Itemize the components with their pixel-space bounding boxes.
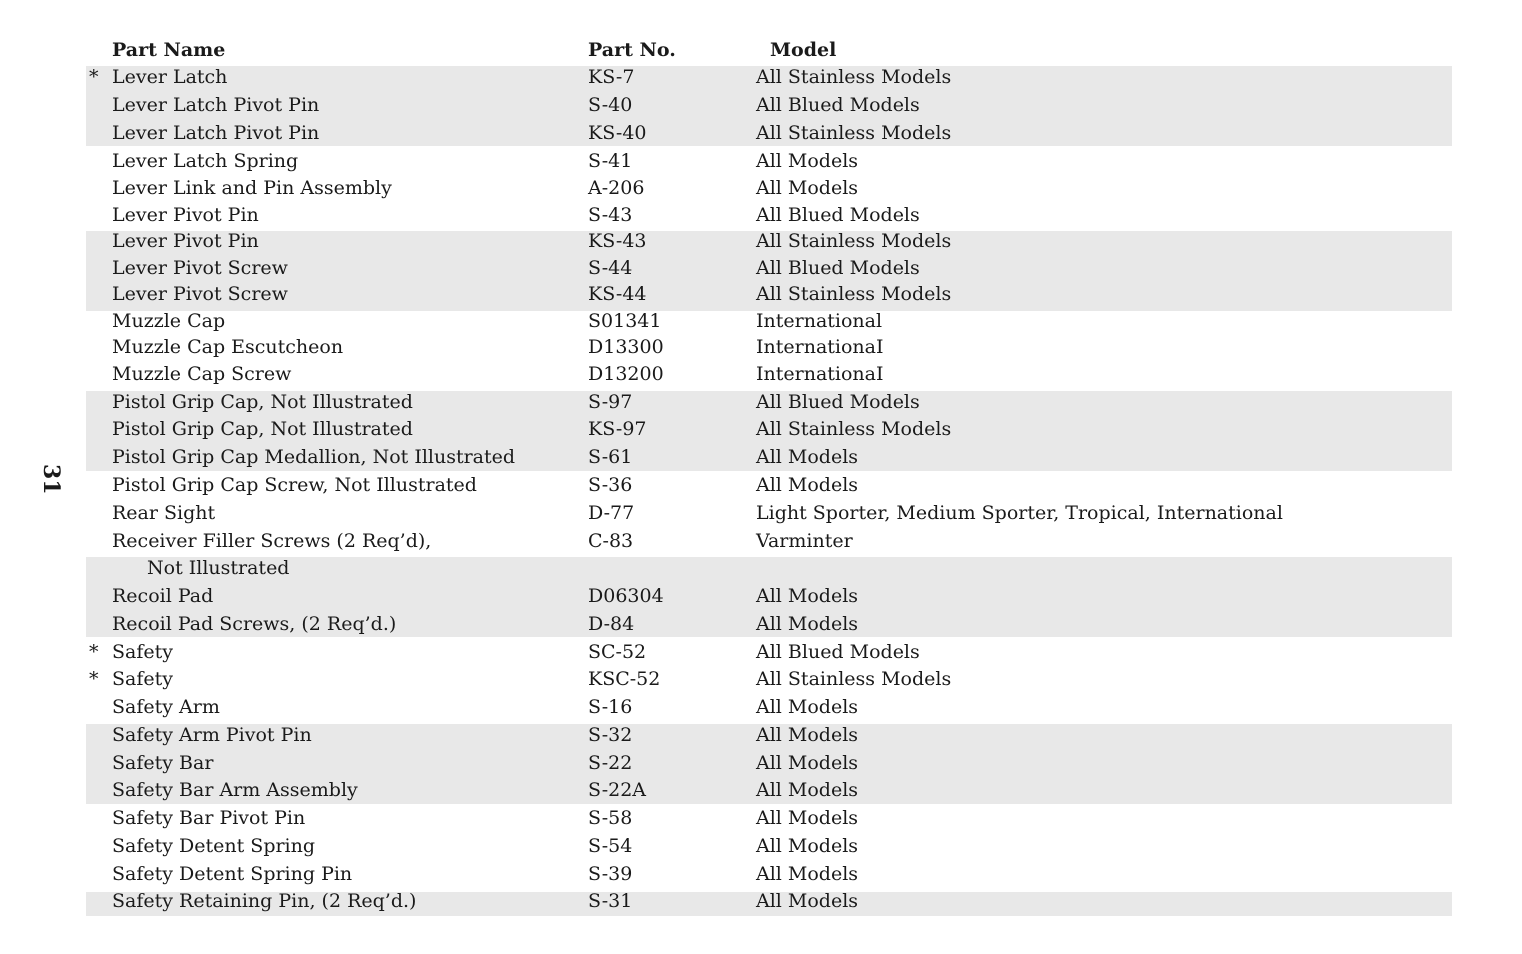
part-number: D-84 [588, 613, 635, 635]
model: All Blued Models [756, 94, 920, 116]
part-number: S-58 [588, 807, 633, 829]
model: All Stainless Models [756, 66, 952, 88]
model: All Blued Models [756, 204, 920, 226]
model: All Models [756, 446, 859, 468]
part-name: Safety Bar Arm Assembly [112, 779, 358, 801]
part-number: KSC-52 [588, 668, 661, 690]
table-row [86, 861, 1452, 887]
table-row [86, 805, 1452, 831]
part-name: Lever Latch Spring [112, 150, 299, 172]
part-number: S-16 [588, 696, 633, 718]
table-row [86, 639, 1452, 665]
table-row [86, 228, 1452, 254]
model: All Models [756, 807, 859, 829]
table-row [86, 472, 1452, 498]
part-name: Lever Latch Pivot Pin [112, 122, 320, 144]
model: All Models [756, 779, 859, 801]
part-number: S-22 [588, 752, 633, 774]
part-number: S01341 [588, 310, 662, 332]
model: InternationaI [756, 363, 884, 385]
table-row [86, 833, 1452, 859]
model: All Models [756, 752, 859, 774]
model: All Blued Models [756, 641, 920, 663]
part-number: KS-44 [588, 283, 647, 305]
table-row [86, 308, 1452, 334]
part-name: Muzzle Cap Escutcheon [112, 336, 344, 358]
model: All Models [756, 890, 859, 912]
table-row [86, 444, 1452, 470]
part-number: D13300 [588, 336, 664, 358]
model: All Models [756, 474, 859, 496]
model: All Stainless Models [756, 418, 952, 440]
part-number: SC-52 [588, 641, 647, 663]
table-row [86, 611, 1452, 637]
part-name: Recoil Pad Screws, (2 Req’d.) [112, 613, 397, 635]
part-number: S-43 [588, 204, 633, 226]
part-number: S-44 [588, 257, 633, 279]
part-number: S-36 [588, 474, 633, 496]
part-name: Pistol Grip Cap Medallion, Not Illustrated [112, 446, 516, 468]
part-name: Lever Pivot Screw [112, 257, 288, 279]
part-name: Lever Pivot Pin [112, 230, 259, 252]
part-number: KS-97 [588, 418, 647, 440]
part-name: Lever Pivot Screw [112, 283, 288, 305]
table-row [86, 92, 1452, 118]
model: All Stainless Models [756, 230, 952, 252]
model: All Models [756, 177, 859, 199]
table-row [86, 120, 1452, 146]
model: InternationaI [756, 336, 884, 358]
table-row [86, 175, 1452, 201]
page-number: 31 [38, 464, 64, 495]
part-name: Safety Arm Pivot Pin [112, 724, 312, 746]
part-name: Recoil Pad [112, 585, 214, 607]
table-row [86, 389, 1452, 415]
part-name: Safety Retaining Pin, (2 Req’d.) [112, 890, 417, 912]
table-row [86, 528, 1452, 579]
model: All Stainless Models [756, 283, 952, 305]
model: All Models [756, 150, 859, 172]
part-name: Muzzle Cap Screw [112, 363, 292, 385]
model: All Models [756, 696, 859, 718]
part-number: S-41 [588, 150, 633, 172]
table-row [86, 750, 1452, 776]
part-number: S-39 [588, 863, 633, 885]
model: All Models [756, 835, 859, 857]
table-row [86, 722, 1452, 748]
part-name: Safety Arm [112, 696, 220, 718]
part-number: S-97 [588, 391, 633, 413]
table-row [86, 281, 1452, 307]
table-row [86, 777, 1452, 803]
header-part-name: Part Name [112, 39, 226, 61]
part-name: Pistol Grip Cap, Not Illustrated [112, 391, 413, 413]
model: All Models [756, 585, 859, 607]
part-number: KS-40 [588, 122, 647, 144]
part-number: KS-7 [588, 66, 635, 88]
table-row [86, 500, 1452, 526]
table-row [86, 416, 1452, 442]
table-header [86, 36, 1452, 64]
model: All Blued Models [756, 257, 920, 279]
table-row [86, 694, 1452, 720]
model: All Models [756, 724, 859, 746]
model: All Models [756, 863, 859, 885]
model: All Models [756, 613, 859, 635]
part-name: Safety Detent Spring Pin [112, 863, 353, 885]
header-model: Model [770, 39, 837, 61]
table-row [86, 255, 1452, 281]
header-part-no: Part No. [588, 39, 676, 61]
part-number: S-32 [588, 724, 633, 746]
part-name: Lever Latch [112, 66, 228, 88]
part-number: D13200 [588, 363, 664, 385]
part-name: Safety [112, 641, 173, 663]
part-number: S-54 [588, 835, 633, 857]
model: Light Sporter, Medium Sporter, Tropical, International [756, 502, 1283, 524]
part-name-continued: Not Illustrated [147, 557, 290, 579]
table-row [86, 202, 1452, 228]
part-name: Lever Pivot Pin [112, 204, 259, 226]
asterisk-marker: * [89, 641, 99, 663]
model: International [756, 310, 883, 332]
part-number: S-40 [588, 94, 633, 116]
table-row [86, 334, 1452, 360]
part-name: Rear Sight [112, 502, 216, 524]
table-row [86, 64, 1452, 90]
model: All Stainless Models [756, 668, 952, 690]
table-row [86, 888, 1452, 914]
part-name: Muzzle Cap [112, 310, 226, 332]
asterisk-marker: * [89, 668, 99, 690]
part-name: Lever Latch Pivot Pin [112, 94, 320, 116]
part-number: C-83 [588, 530, 634, 552]
part-number: D-77 [588, 502, 635, 524]
model: Varminter [756, 530, 853, 552]
table-row [86, 583, 1452, 609]
table-row [86, 666, 1452, 692]
table-row [86, 361, 1452, 387]
part-name: Lever Link and Pin Assembly [112, 177, 392, 199]
part-number: S-22A [588, 779, 647, 801]
part-name: Safety Bar Pivot Pin [112, 807, 306, 829]
model: All Blued Models [756, 391, 920, 413]
part-name: Safety Detent Spring [112, 835, 316, 857]
table-row [86, 148, 1452, 174]
part-number: KS-43 [588, 230, 647, 252]
part-name: Pistol Grip Cap, Not Illustrated [112, 418, 413, 440]
part-name: Safety [112, 668, 173, 690]
part-name: Receiver Filler Screws (2 Req’d), [112, 530, 432, 552]
part-name: Safety Bar [112, 752, 214, 774]
model: All Stainless Models [756, 122, 952, 144]
part-number: S-31 [588, 890, 633, 912]
asterisk-marker: * [89, 66, 99, 88]
part-number: S-61 [588, 446, 633, 468]
part-number: D06304 [588, 585, 664, 607]
part-name: Pistol Grip Cap Screw, Not Illustrated [112, 474, 477, 496]
part-number: A-206 [588, 177, 645, 199]
